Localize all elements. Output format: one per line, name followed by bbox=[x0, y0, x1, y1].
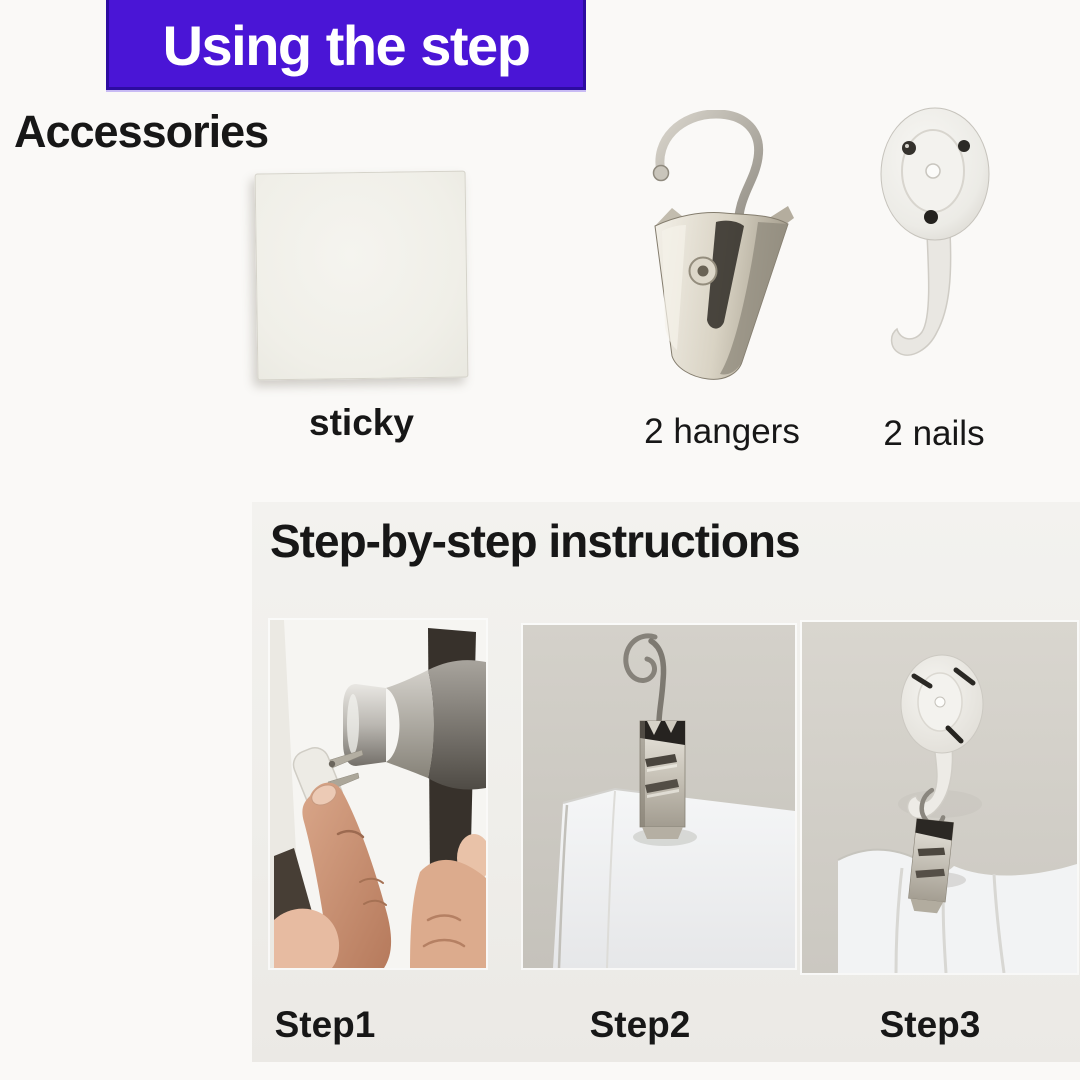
hook-nail-hole-left bbox=[902, 141, 916, 155]
sticky-pad-icon bbox=[255, 171, 469, 381]
title-banner bbox=[106, 0, 586, 90]
banner-title: Using the step bbox=[162, 13, 530, 77]
instructions-heading: Step-by-step instructions bbox=[270, 515, 800, 567]
accessory-label-nails: 2 nails bbox=[883, 414, 985, 453]
step2-label: Step2 bbox=[589, 1004, 691, 1045]
hanger-clip-holding-fabric-photo bbox=[523, 625, 795, 968]
hook-center-hole bbox=[926, 164, 940, 178]
step2-photo bbox=[523, 625, 795, 968]
accessory-label-sticky: sticky bbox=[309, 402, 414, 443]
step1-photo bbox=[270, 620, 486, 968]
step1-right-hand bbox=[410, 860, 486, 968]
hammering-nails-into-hook-photo bbox=[270, 620, 486, 968]
hanger-clip-icon bbox=[646, 110, 798, 402]
accessory-label-hangers: 2 hangers bbox=[644, 412, 800, 451]
clip-hook-ball bbox=[654, 166, 669, 181]
hook-nail-hole-right bbox=[958, 140, 970, 152]
hook-hole-glint bbox=[905, 144, 909, 148]
step3-label: Step3 bbox=[879, 1004, 981, 1045]
step1-label: Step1 bbox=[274, 1004, 376, 1045]
hook-nail-hole-bottom bbox=[924, 210, 938, 224]
hook-tail bbox=[892, 232, 951, 355]
wall-nail-hook-icon bbox=[878, 104, 994, 382]
clip-hanging-on-wall-hook-photo bbox=[802, 622, 1077, 973]
accessories-heading: Accessories bbox=[14, 106, 269, 157]
clip-rivet-center bbox=[698, 266, 709, 277]
step3-photo bbox=[802, 622, 1077, 973]
